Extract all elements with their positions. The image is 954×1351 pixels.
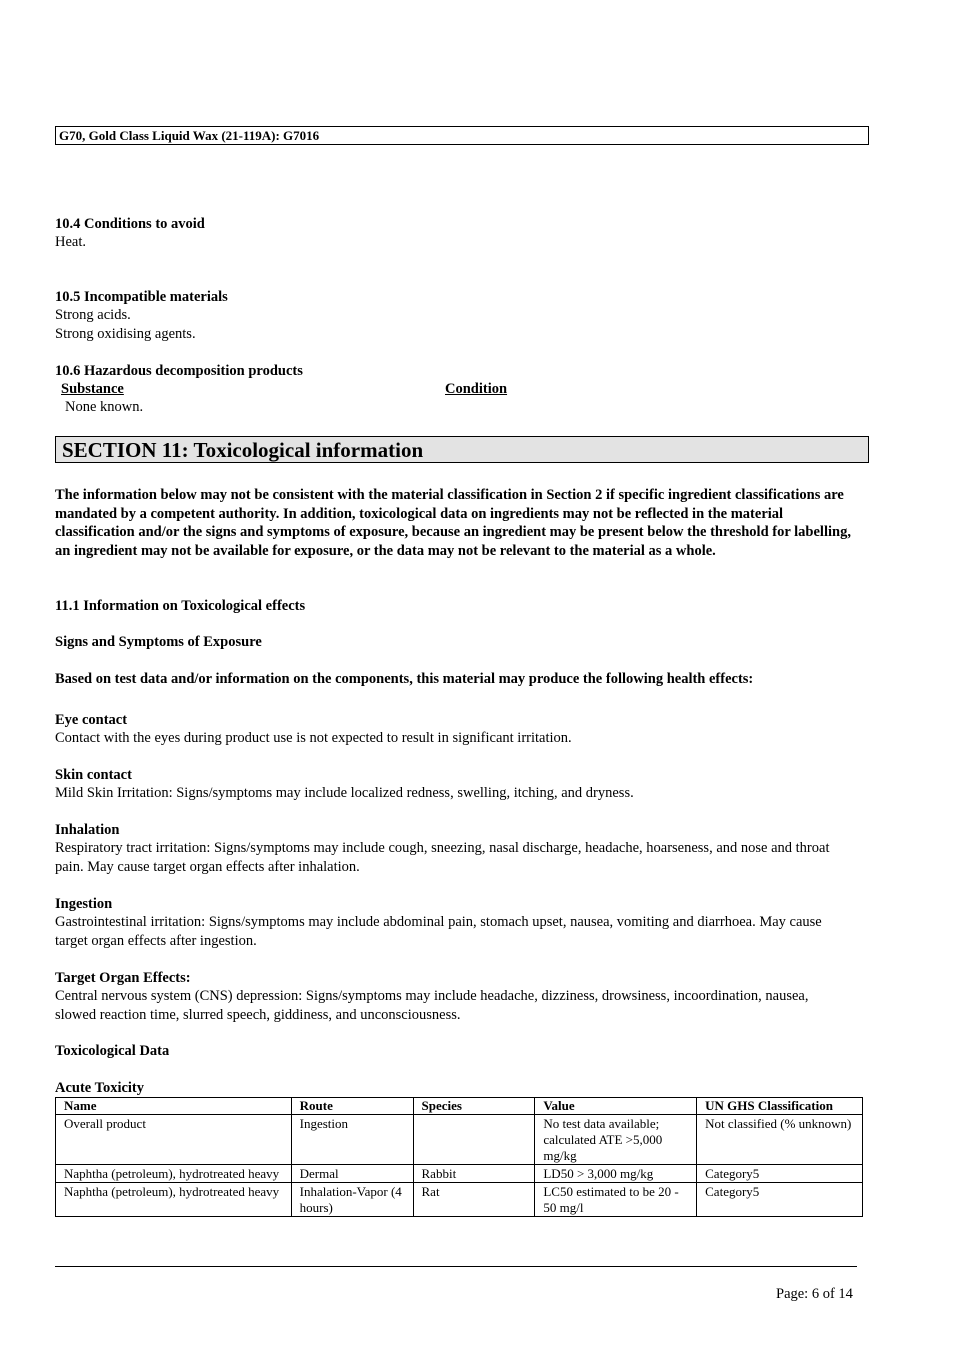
heading-10-6: 10.6 Hazardous decomposition products [55,363,303,379]
table-row [56,1115,863,1165]
cell-classification: Not classified (% unknown) [697,1115,863,1165]
header-classification: UN GHS Classification [697,1098,863,1115]
ingestion-text: Gastrointestinal irritation: Signs/symptoms may include abdominal pain, stomach upset, nausea, vomiting and diarrhoea. May cause target organ effects after ingestion. [55,914,822,949]
column-condition: Condition [445,381,508,397]
target-organ-heading: Target Organ Effects: [55,970,191,986]
inhalation-heading: Inhalation [55,822,120,838]
cell-classification: Category5 [697,1165,863,1183]
acute-toxicity-heading: Acute Toxicity [55,1080,145,1096]
heading-10-4: 10.4 Conditions to avoid [55,216,205,232]
inhalation-text: Respiratory tract irritation: Signs/symptoms may include cough, sneezing, nasal discharge, headache, hoarseness, and nose and throat pain. May cause target organ effects after inhalation. [55,840,830,875]
heading-11-1: 11.1 Information on Toxicological effects [55,598,306,614]
skin-contact-heading: Skin contact [55,767,132,783]
header-value: Value [535,1098,697,1115]
decomposition-row: None known. [65,399,144,415]
incompatible-material-1: Strong acids. [55,307,131,323]
cell-value: LD50 > 3,000 mg/kg [535,1165,697,1183]
cell-name: Naphtha (petroleum), hydrotreated heavy [56,1165,292,1183]
based-on-statement: Based on test data and/or information on the components, this material may produce the following health effects: [55,671,754,687]
incompatible-material-2: Strong oxidising agents. [55,326,196,342]
disclaimer-paragraph: The information below may not be consistent with the material classification in Section 2 if specific ingredient classifications are mandated by a competent authority. In addition, toxicological data on ingredients may not be reflected in the material classification and/or the signs and symptoms of exposure, because an ingredient may be present below the threshold for labelling, an ingredient may not be available for exposure, or the data may not be relevant to the material as a whole. [55,487,851,559]
page-number: Page: 6 of 14 [776,1286,853,1302]
cell-species: Rat [413,1183,535,1217]
target-organ-text: Central nervous system (CNS) depression: Signs/symptoms may include headache, dizziness, drowsiness, incoordination, nausea, slowed reaction time, slurred speech, giddiness, and unconsciousness. [55,988,809,1023]
cell-species [413,1115,535,1165]
cell-route: Dermal [291,1165,413,1183]
header-species: Species [413,1098,535,1115]
acute-toxicity-table [55,1097,863,1217]
header-name: Name [56,1098,292,1115]
eye-contact-heading: Eye contact [55,712,128,728]
table-header-row [56,1098,863,1115]
cell-value: LC50 estimated to be 20 - 50 mg/l [535,1183,697,1217]
table-row [56,1183,863,1217]
header-route: Route [291,1098,413,1115]
cell-route: Ingestion [291,1115,413,1165]
toxicological-data-heading: Toxicological Data [55,1043,170,1059]
cell-species: Rabbit [413,1165,535,1183]
skin-contact-text: Mild Skin Irritation: Signs/symptoms may include localized redness, swelling, itching, and dryness. [55,785,634,801]
signs-symptoms-heading: Signs and Symptoms of Exposure [55,634,262,650]
cell-route: Inhalation-Vapor (4 hours) [291,1183,413,1217]
table-row [56,1165,863,1183]
conditions-to-avoid-text: Heat. [55,234,86,250]
cell-name: Naphtha (petroleum), hydrotreated heavy [56,1183,292,1217]
cell-classification: Category5 [697,1183,863,1217]
cell-value: No test data available; calculated ATE >5,000 mg/kg [535,1115,697,1165]
eye-contact-text: Contact with the eyes during product use is not expected to result in significant irritation. [55,730,572,746]
section-11-title: SECTION 11: Toxicological information [55,436,869,463]
document-header [55,126,869,145]
column-substance: Substance [61,381,124,397]
cell-name: Overall product [56,1115,292,1165]
footer-rule [55,1266,857,1267]
ingestion-heading: Ingestion [55,896,113,912]
product-title: G70, Gold Class Liquid Wax (21-119A): G7016 [59,128,320,143]
heading-10-5: 10.5 Incompatible materials [55,289,228,305]
